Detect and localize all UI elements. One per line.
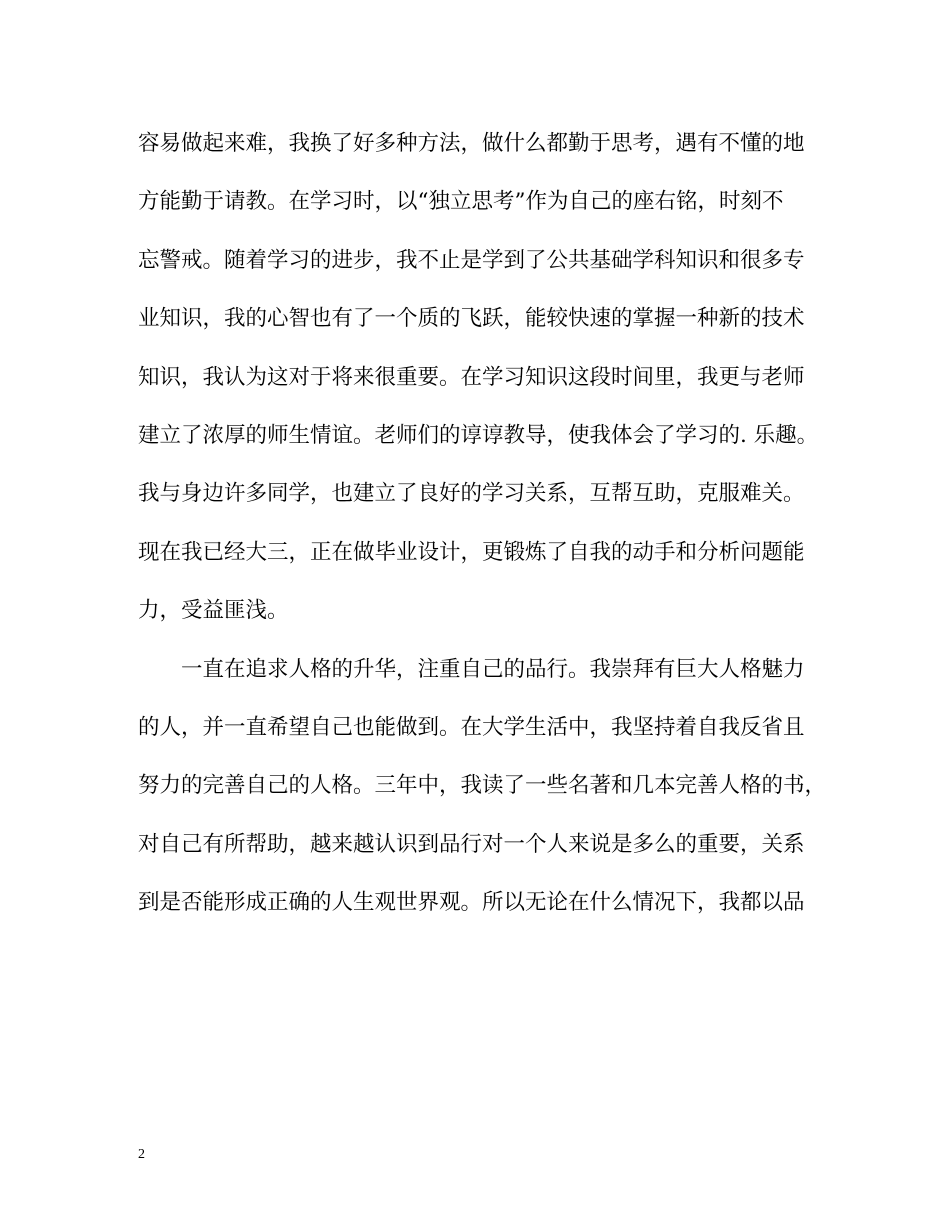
text-line: 到是否能形成正确的人生观世界观。所以无论在什么情况下，我都以品 bbox=[138, 890, 805, 916]
text-line: 容易做起来难，我换了好多种方法，做什么都勤于思考，遇有不懂的地 bbox=[138, 131, 805, 156]
text-line: 对自己有所帮助，越来越认识到品行对一个人来说是多么的重要，关系 bbox=[138, 831, 805, 857]
text-line: 力，受益匪浅。 bbox=[138, 598, 289, 624]
text-line: 知识，我认为这对于将来很重要。在学习知识这段时间里，我更与老师 bbox=[138, 364, 805, 390]
text-line: 现在我已经大三，正在做毕业设计，更锻炼了自我的动手和分析问题能 bbox=[138, 539, 805, 565]
text-line: 方能勤于请教。在学习时，以“独立思考”作为自己的座右铭，时刻不 bbox=[138, 189, 784, 215]
paragraph-start-line: 一直在追求人格的升华，注重自己的品行。我崇拜有巨大人格魅力 bbox=[181, 656, 805, 682]
text-line: 我与身边许多同学，也建立了良好的学习关系，互帮互助，克服难关。 bbox=[138, 481, 805, 507]
body-text bbox=[138, 124, 827, 941]
text-line: 忘警戒。随着学习的进步，我不止是学到了公共基础学科知识和很多专 bbox=[138, 247, 805, 273]
text-line: 努力的完善自己的人格。三年中，我读了一些名著和几本完善人格的书， bbox=[138, 773, 827, 799]
text-line: 业知识，我的心智也有了一个质的飞跃，能较快速的掌握一种新的技术 bbox=[138, 306, 805, 332]
text-line: 建立了浓厚的师生情谊。老师们的谆谆教导，使我体会了学习的. 乐趣。 bbox=[138, 422, 819, 448]
page-number: 2 bbox=[138, 1147, 145, 1162]
text-line: 的人，并一直希望自己也能做到。在大学生活中，我坚持着自我反省且 bbox=[138, 714, 805, 740]
